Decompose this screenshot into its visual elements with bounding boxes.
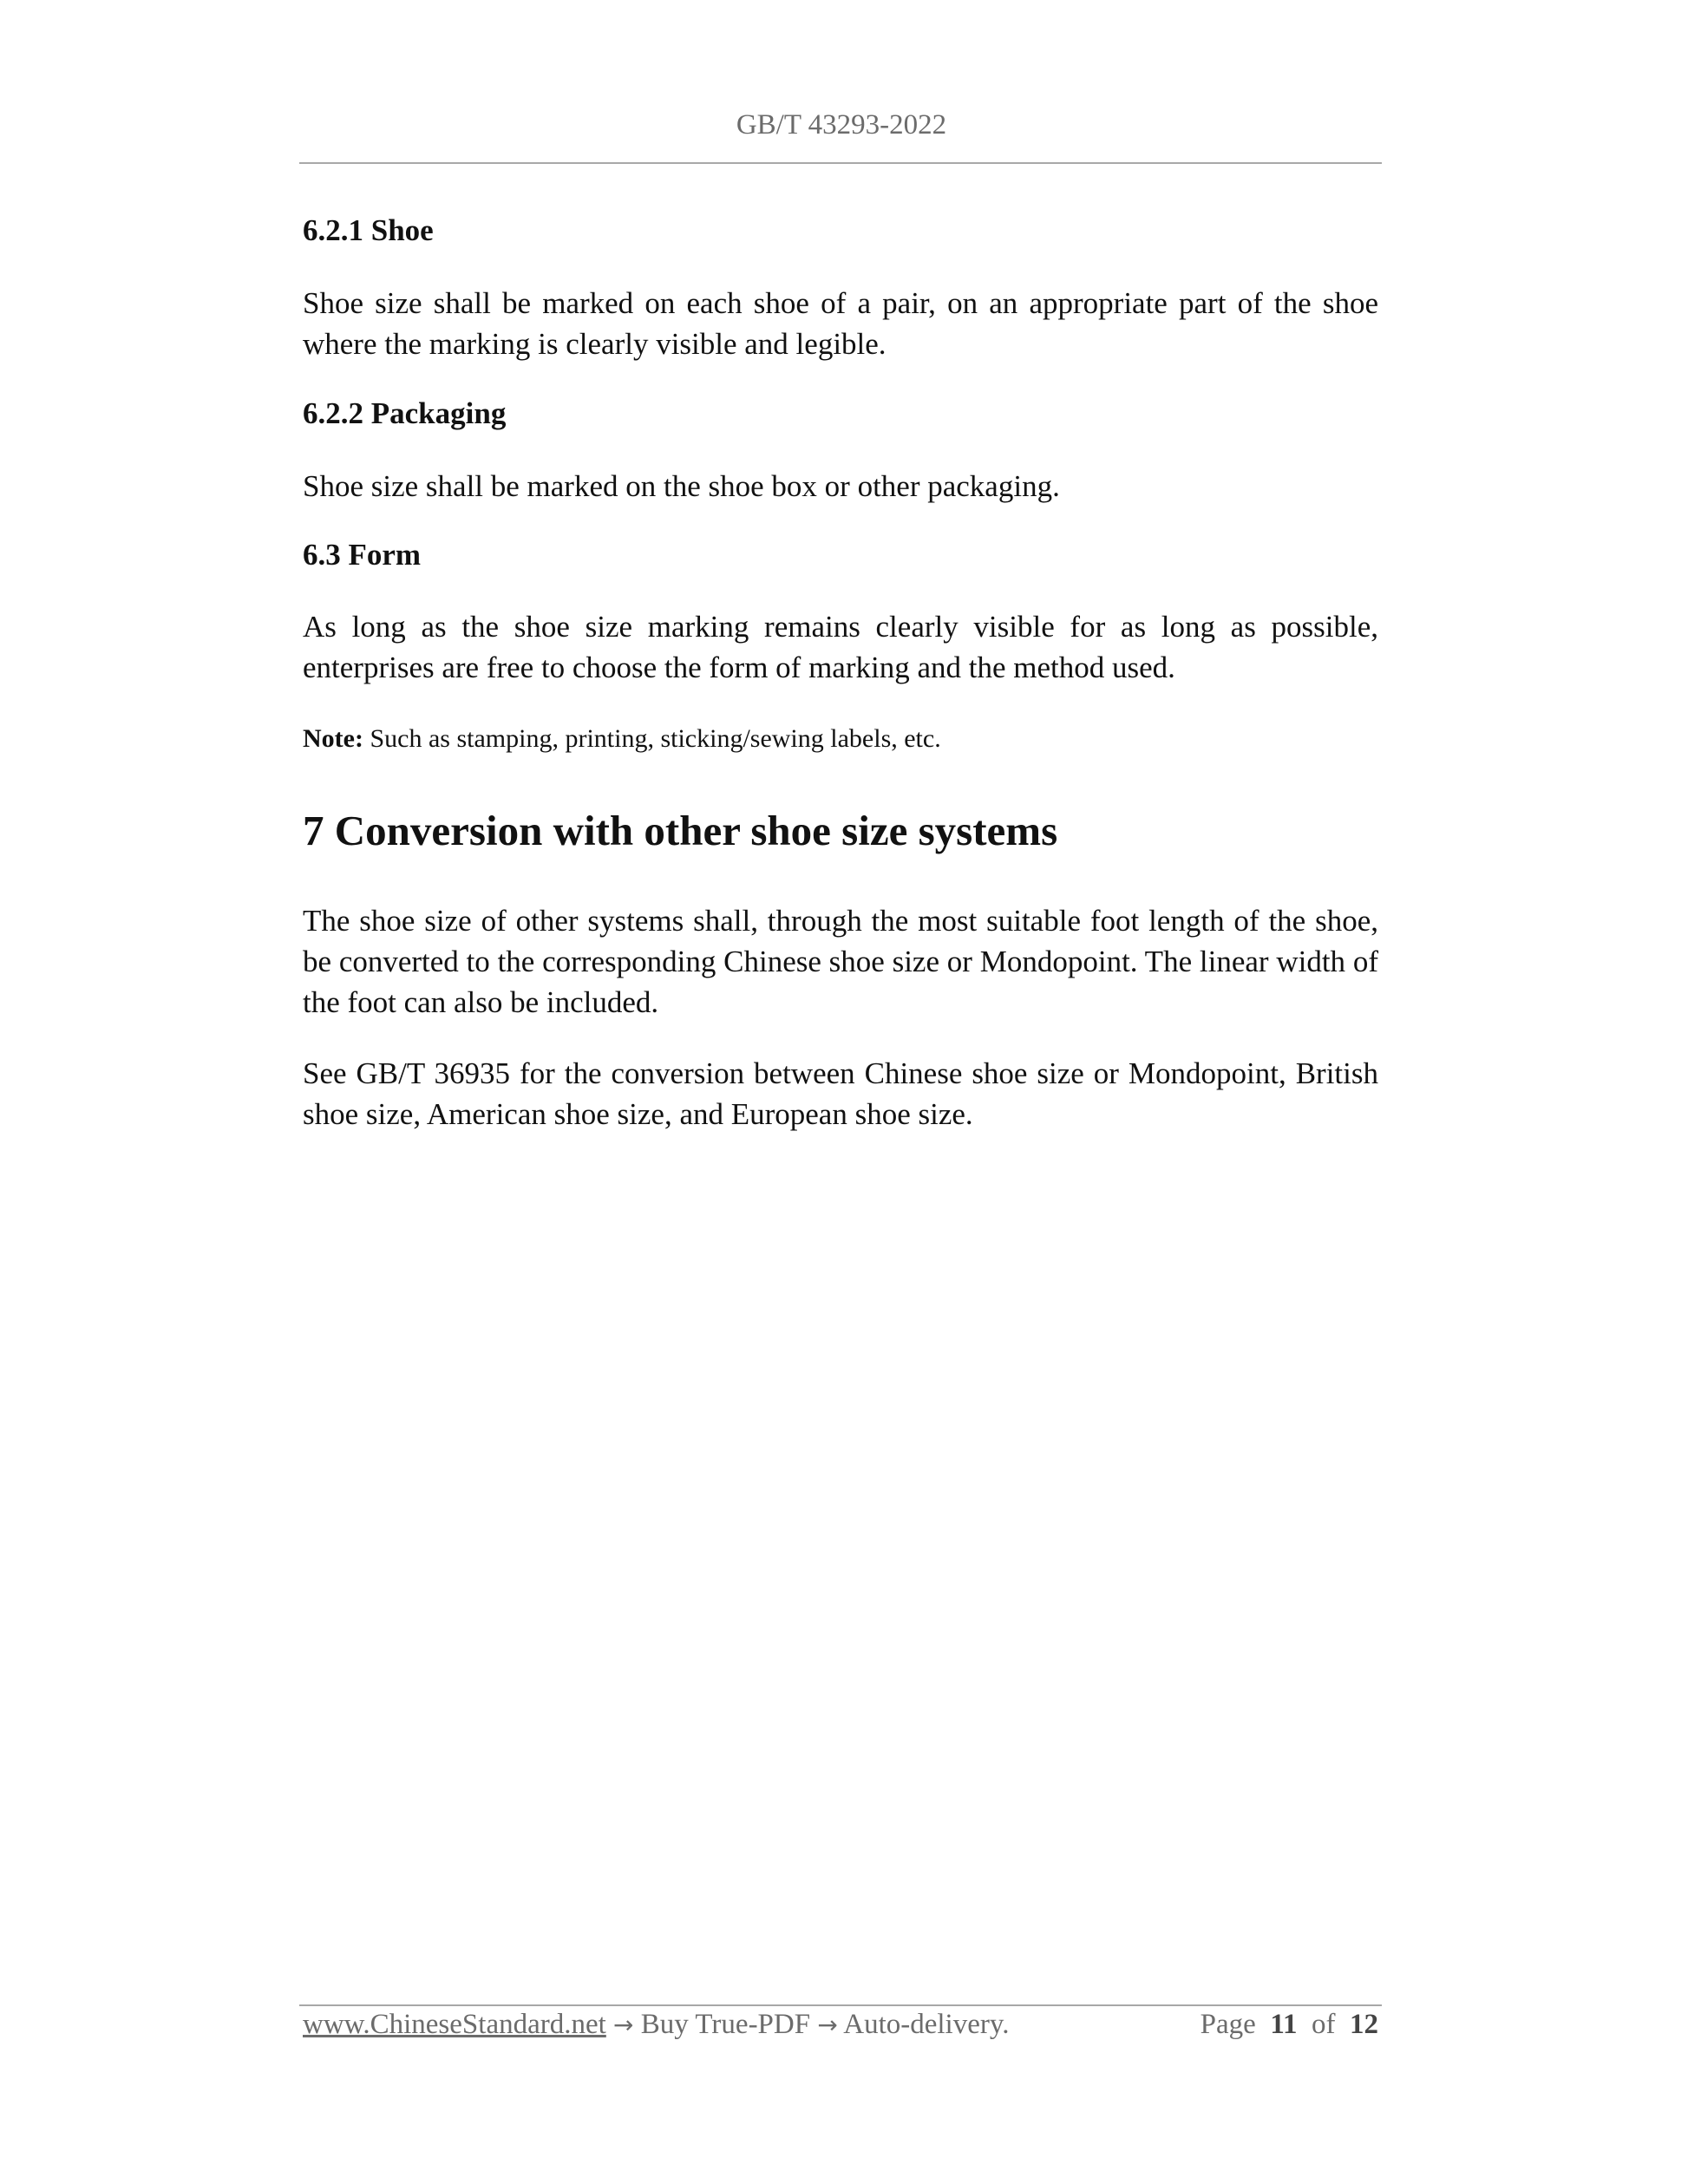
header-divider: [299, 162, 1382, 164]
page-of: of: [1312, 2009, 1336, 2040]
heading-6-2-2: 6.2.2 Packaging: [303, 396, 507, 430]
note-text: Such as stamping, printing, sticking/sewing labels, etc.: [363, 724, 941, 753]
auto-delivery-text: Auto-delivery.: [837, 2009, 1010, 2040]
arrow-right-icon: →: [613, 2011, 634, 2039]
page-current: 11: [1270, 2009, 1298, 2040]
paragraph-6-3: As long as the shoe size marking remains clearly visible for as long as possible, enterprises are free to choose the form of marking and the method used.: [303, 610, 1378, 684]
footer-divider: [299, 2004, 1382, 2006]
heading-6-2-1: 6.2.1 Shoe: [303, 213, 434, 247]
chinesestandard-link[interactable]: www.ChineseStandard.net: [303, 2009, 606, 2040]
heading-6-3: 6.3 Form: [303, 538, 422, 572]
page-footer: [303, 2009, 1378, 2041]
buy-true-pdf-text: Buy True-PDF: [633, 2009, 818, 2040]
paragraph-7-2: See GB/T 36935 for the conversion between Chinese shoe size or Mondopoint, British shoe size, American shoe size, and European shoe size.: [303, 1056, 1378, 1131]
note-label: Note:: [303, 724, 363, 753]
page-header-title: GB/T 43293-2022: [736, 109, 947, 141]
page-total: 12: [1350, 2009, 1378, 2040]
paragraph-6-2-1: Shoe size shall be marked on each shoe of a pair, on an appropriate part of the shoe where the marking is clearly visible and legible.: [303, 286, 1378, 361]
paragraph-6-2-2: Shoe size shall be marked on the shoe box or other packaging.: [303, 469, 1060, 503]
page-label: Page: [1200, 2009, 1256, 2040]
page-number: [1201, 2009, 1378, 2041]
note-6-3: [303, 724, 941, 754]
arrow-right-icon: →: [817, 2011, 838, 2039]
paragraph-7-1: The shoe size of other systems shall, through the most suitable foot length of the shoe, be converted to the corresponding Chinese shoe size or Mondopoint. The linear width of the foot can also be included.: [303, 904, 1378, 1019]
heading-7: 7 Conversion with other shoe size systems: [303, 807, 1058, 854]
